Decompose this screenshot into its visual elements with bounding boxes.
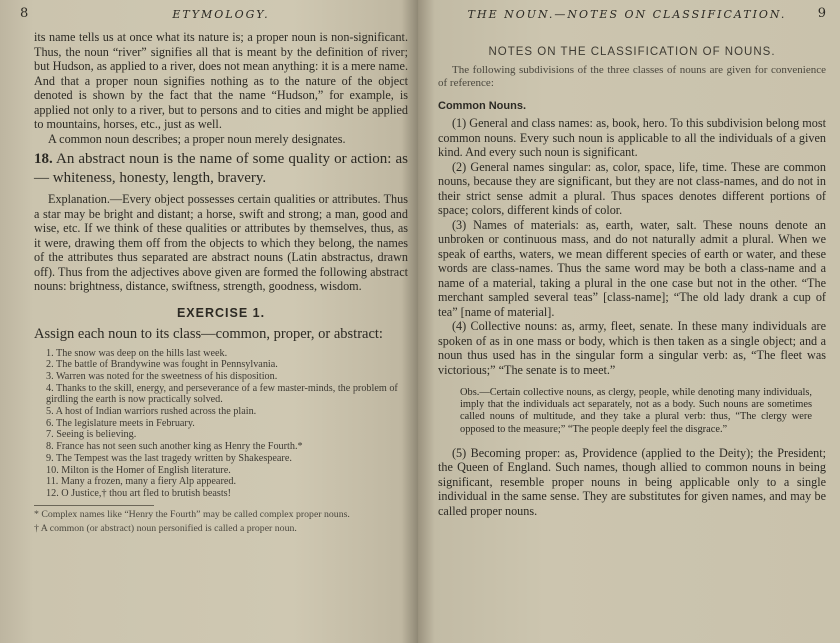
definition-number: 18. bbox=[34, 151, 53, 167]
exercise-item: 7. Seeing is believing. bbox=[46, 429, 137, 441]
classification-item: (4) Collective nouns: as, army, fleet, senate. In these many individuals are spoken of as in one mass or body, which is then taken as a single object; and a noun thus used has in the singular form a singular verb: as, “The fleet was victorious;” “The senate is to meet.” bbox=[438, 319, 826, 377]
page-number: 8 bbox=[20, 6, 31, 21]
exercise-item: 6. The legislature meets in February. bbox=[46, 417, 195, 429]
running-head-title: ETYMOLOGY. bbox=[172, 8, 270, 21]
summary-line: A common noun describes; a proper noun merely designates. bbox=[48, 131, 346, 146]
page-number: 9 bbox=[817, 6, 828, 21]
exercise-heading: EXERCISE 1. bbox=[176, 305, 266, 320]
exercise-list bbox=[34, 348, 408, 500]
exercise-item: 11. Many a frozen, many a fiery Alp appeared. bbox=[46, 476, 236, 488]
right-page bbox=[418, 0, 840, 643]
exercise-item: 4. Thanks to the skill, energy, and perseverance of a few master-minds, the problem of girdling the earth is now practically solved. bbox=[46, 382, 398, 406]
classification-item: (5) Becoming proper: as, Providence (applied to the Deity); the President; the Queen of England. Such names, though allied to common nouns in being significant, resemble proper nouns in being applicable only to a single individual in the same sense. They are substitutes for given names, and may be called proper nouns. bbox=[438, 445, 826, 518]
footnote: * Complex names like “Henry the Fourth” may be called complex proper nouns. bbox=[34, 508, 350, 520]
exercise-item: 12. O Justice,† thou art fled to brutish beasts! bbox=[46, 487, 232, 499]
running-header bbox=[438, 6, 826, 30]
footnote: † A common (or abstract) noun personified is called a proper noun. bbox=[34, 522, 297, 534]
classification-item: (1) General and class names: as, book, hero. To this subdivision belong most common nouns. Every such noun is applicable to all the individuals of a given kind. And every such noun is significant. bbox=[438, 116, 826, 159]
intro-paragraph: its name tells us at once what its nature is; a proper noun is non-significant. Thus, the noun “river” signifies all that is meant by the definition of river; but Hudson, as applied to a river, does not mean anything: it is a mere name. And that a proper noun signifies nothing as to the nature of the object denoted is shown by the fact that the name “Hudson,” for example, is applied not only to a river, but to persons and to cities and might be applied to mountains, horses, etc., just as well. bbox=[34, 30, 408, 131]
classification-item: (2) General names singular: as, color, space, life, time. These are common nouns, because they are significant, but they are not class-names, and do not in their strict sense admit a plural. Thus spaces denotes different portions of space; colors, different kinds of color. bbox=[438, 159, 826, 217]
exercise-instruction: Assign each noun to its class—common, proper, or abstract: bbox=[34, 325, 383, 342]
footnote-rule bbox=[34, 505, 154, 506]
exercise-item: 8. France has not seen such another king as Henry the Fourth.* bbox=[46, 441, 303, 453]
running-head-title: THE NOUN.—NOTES ON CLASSIFICATION. bbox=[467, 8, 787, 21]
definition-18 bbox=[34, 150, 408, 188]
exercise-item: 3. Warren was noted for the sweetness of his disposition. bbox=[46, 370, 278, 382]
exercise-item: 5. A host of Indian warriors rushed across the plain. bbox=[46, 406, 257, 418]
running-header bbox=[20, 6, 408, 30]
definition-text: An abstract noun is the name of some quality or action: as— whiteness, honesty, length, bravery. bbox=[34, 151, 408, 186]
exercise-item: 10. Milton is the Homer of English literature. bbox=[46, 464, 231, 476]
section-intro: The following subdivisions of the three classes of nouns are given for convenience of reference: bbox=[438, 64, 826, 89]
subheading: Common Nouns. bbox=[438, 100, 526, 112]
observation-note: Obs.—Certain collective nouns, as clergy, people, while denoting many individuals, imply that the individuals act separately, not as a body. Such nouns are sometimes called nouns of multitude, and they take a plural verb: thus, “The clergy were opposed to the measure;” “The people deeply feel the disgrace.” bbox=[460, 387, 812, 435]
classification-item: (3) Names of materials: as, earth, water, salt. These nouns denote an unbroken or continuous mass, and do not naturally admit a plural. When we speak of earths, waters, we mean different species of earth or water, and these words are class-names. Thus the same word may be both a class-name and a name of a material, taking a plural in the one case but not in the other. “The merchant sampled several teas” [class-name]; “The old lady drank a cup of tea” [name of material]. bbox=[438, 217, 826, 319]
exercise-item: 9. The Tempest was the last tragedy written by Shakespeare. bbox=[46, 452, 292, 464]
left-page bbox=[0, 0, 418, 643]
exercise-item: 1. The snow was deep on the hills last week. bbox=[46, 347, 228, 359]
section-heading: NOTES ON THE CLASSIFICATION OF NOUNS. bbox=[488, 46, 776, 58]
explanation-paragraph: Explanation.—Every object possesses certain qualities or attributes. Thus a star may be bright and distant; a horse, swift and strong; a man, good and wise, etc. If we think of these qualities or attributes by themselves, thus, as it were, drawing them off from the objects to which they belong, the names of the attributes thus separated are abstract nouns (Latin abstractus, drawn off). Thus from the adjectives above given are formed the following abstract nouns: brightness, distance, swiftness, strength, goodness, wisdom. bbox=[34, 192, 408, 293]
exercise-item: 2. The battle of Brandywine was fought in Pennsylvania. bbox=[46, 359, 278, 371]
